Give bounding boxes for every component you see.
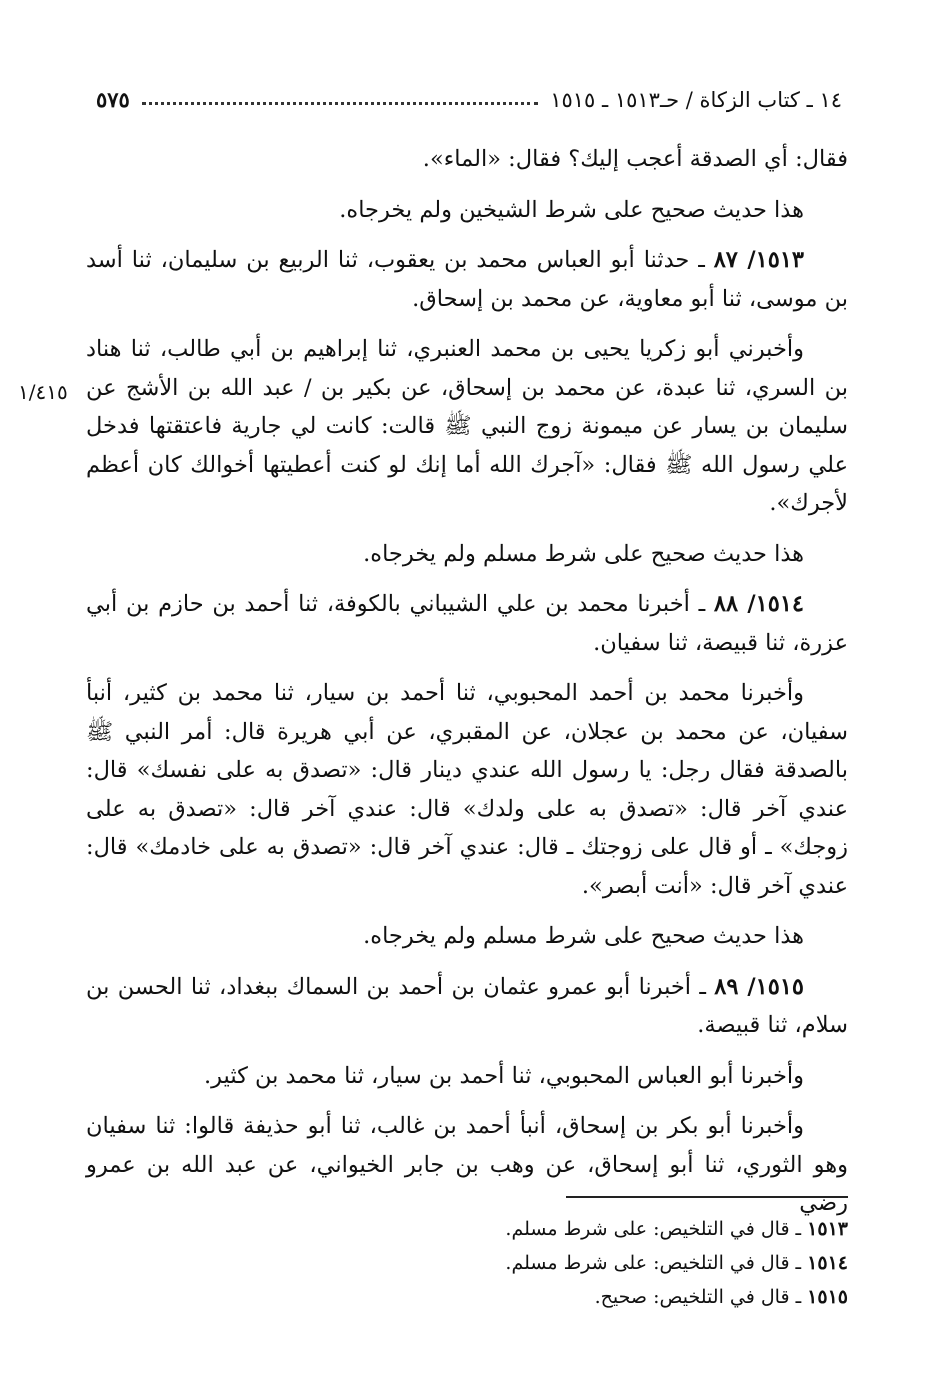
footnote-number: ١٥١٥ [807,1286,848,1308]
footnote-text: ـ قال في التلخيص: على شرط مسلم. [505,1218,808,1240]
paragraph [86,191,848,230]
paragraph [86,241,848,318]
paragraph [86,917,848,956]
margin-volume-reference: ١/٤١٥ [18,380,68,404]
paragraph [86,674,848,905]
page-number: ٥٧٥ [96,87,130,112]
footnote [86,1246,848,1280]
paragraph-text: وأخبرنا محمد بن أحمد المحبوبي، ثنا أحمد بن سيار، ثنا محمد بن كثير، أنبأ سفيان، عن محمد بن عجلان، عن المقبري، عن أبي هريرة قال: أمر النبي ﷺ بالصدقة فقال رجل: يا رسول الله عندي دينار قال: «تصدق به على نفسك» قال: عندي آخر قال: «تصدق به على ولدك» قال: عندي آخر قال: «تصدق به على زوجك» ـ أو قال على زوجتك ـ قال: عندي آخر قال: «تصدق به على خادمك» قال: عندي آخر قال: «أنت أبصر». [86,680,848,899]
footnote-number: ١٥١٣ [807,1218,848,1240]
paragraph-text: وأخبرني أبو زكريا يحيى بن محمد العنبري، ثنا إبراهيم بن أبي طالب، ثنا هناد بن السري، ثنا عبدة، عن محمد بن إسحاق، عن بكير بن / عبد الله بن الأشج عن سليمان بن يسار عن ميمونة زوج النبي ﷺ قالت: كانت لي جارية فاعتقتها فدخل علي رسول الله ﷺ فقال: «آجرك الله أما إنك لو كنت أعطيتها أخوالك كان أعظم لأجرك». [86,336,848,516]
main-text [86,140,848,1235]
footnote-text: ـ قال في التلخيص: صحيح. [594,1286,808,1308]
running-header [96,72,842,112]
paragraph-text: فقال: أي الصدقة أعجب إليك؟ فقال: «الماء». [422,146,848,172]
paragraph-text: وأخبرنا أبو بكر بن إسحاق، أنبأ أحمد بن غالب، ثنا أبو حذيفة قالوا: ثنا سفيان وهو الثوري، ثنا أبو إسحاق، عن وهب بن جابر الخيواني، عن عبد الله بن عمرو رضي [86,1113,848,1216]
paragraph-text: وأخبرنا أبو العباس المحبوبي، ثنا أحمد بن سيار، ثنا محمد بن كثير. [203,1062,804,1089]
paragraph [86,330,848,523]
paragraph-text: ـ حدثنا أبو العباس محمد بن يعقوب، ثنا الربيع بن سليمان، ثنا أسد بن موسى، ثنا أبو معاوية، عن محمد بن إسحاق. [86,247,848,312]
hadith-number: ١٥١٤/ ٨٨ [713,591,804,617]
footnote-divider [566,1196,848,1198]
paragraph [86,535,848,574]
paragraph-text: هذا حديث صحيح على شرط مسلم ولم يخرجاه. [363,923,804,949]
paragraph [86,585,848,662]
paragraph [86,140,848,179]
footnotes [86,1212,848,1314]
paragraph [86,968,848,1045]
paragraph-text: هذا حديث صحيح على شرط مسلم ولم يخرجاه. [363,540,804,567]
dotted-leader [142,102,538,105]
footnote [86,1212,848,1246]
paragraph [86,1107,848,1223]
hadith-number: ١٥١٥/ ٨٩ [714,973,804,1000]
paragraph-text: ـ أخبرنا أبو عمرو عثمان بن أحمد بن السماك ببغداد، ثنا الحسن بن سلام، ثنا قبيصة. [86,973,848,1038]
paragraph-text: هذا حديث صحيح على شرط الشيخين ولم يخرجاه. [339,196,804,223]
paragraph [86,1057,848,1096]
hadith-number: ١٥١٣/ ٨٧ [713,247,804,273]
footnote-text: ـ قال في التلخيص: على شرط مسلم. [505,1252,808,1274]
footnote [86,1280,848,1314]
paragraph-text: ـ أخبرنا محمد بن علي الشيباني بالكوفة، ثنا أحمد بن حازم بن أبي عزرة، ثنا قبيصة، ثنا سفيان. [86,591,848,656]
running-title: ١٤ ـ كتاب الزكاة / حـ١٥١٣ ـ ١٥١٥ [550,88,842,112]
footnote-number: ١٥١٤ [807,1252,848,1274]
